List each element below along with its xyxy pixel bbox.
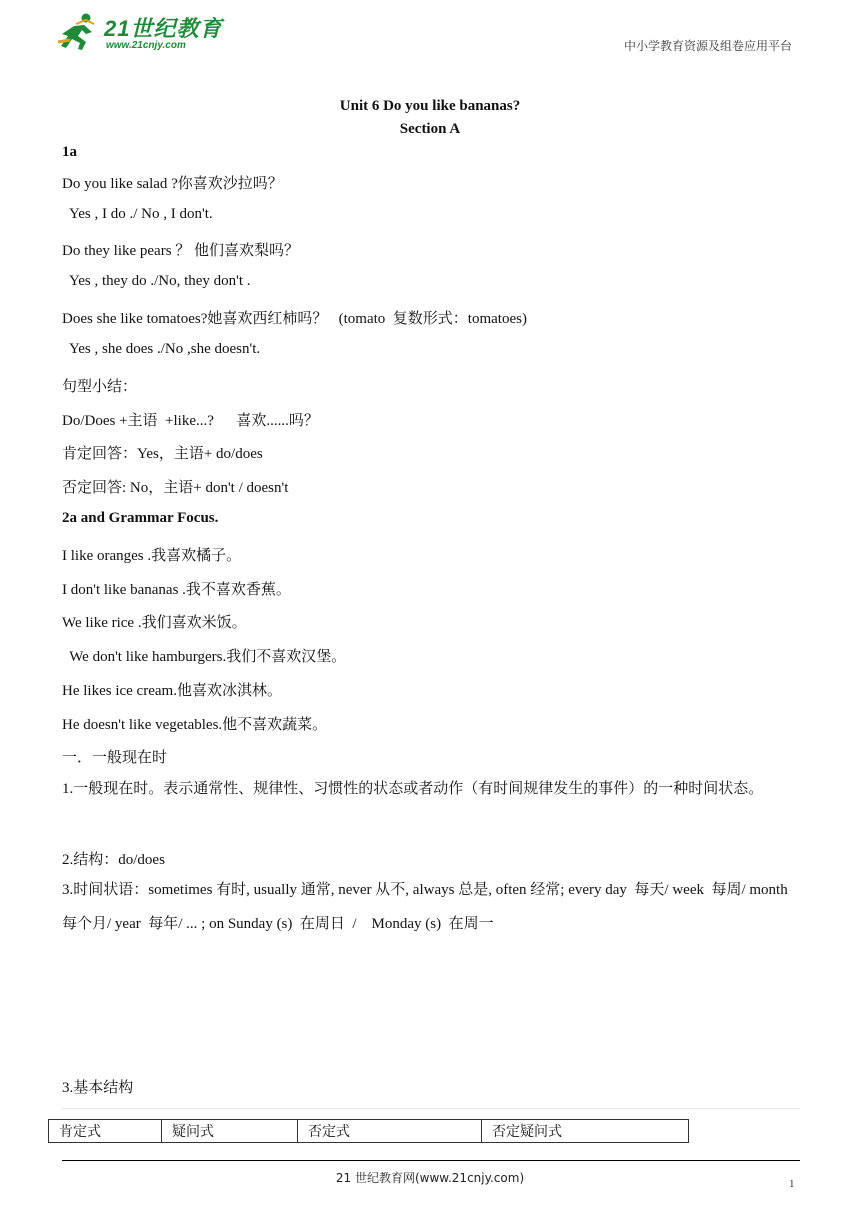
text-line: I like oranges .我喜欢橘子。 <box>62 548 242 564</box>
text-line: Does she like tomatoes?她喜欢西红柿吗？ (tomato 复数形式：tomatoes) <box>62 311 527 327</box>
text-line: We like rice .我们喜欢米饭。 <box>62 615 247 631</box>
document-subtitle: Section A <box>399 121 461 137</box>
text-line: He doesn't like vegetables.他不喜欢蔬菜。 <box>62 717 328 733</box>
text-line: I don't like bananas .我不喜欢香蕉。 <box>62 582 291 598</box>
footer-divider <box>62 1160 800 1161</box>
table-header-cell: 否定疑问式 <box>482 1120 689 1143</box>
paragraph-structure: 2.结构：do/does <box>62 852 165 868</box>
text-line: Yes , I do ./ No , I don't. <box>62 206 213 222</box>
text-line: Yes , they do ./No, they don't . <box>62 273 251 289</box>
paragraph-time-adverbials: 3.时间状语：sometimes 有时, usually 通常, never 从不, always 总是, often 经常; every day 每天/ week 每周/ month 每个月/ year 每年/ ... ; on Sunday (s) 在周日 / Monday (s) 在周一 <box>62 882 796 932</box>
platform-name: 中小学教育资源及组卷应用平台 <box>623 39 792 53</box>
table-row <box>49 1120 689 1143</box>
text-line: 肯定回答：Yes，主语+ do/does <box>62 446 263 462</box>
text-line: Yes , she does ./No ,she doesn't. <box>62 341 261 357</box>
logo <box>56 12 226 54</box>
document-title: Unit 6 Do you like bananas? <box>339 98 521 114</box>
table-header-cell: 疑问式 <box>162 1120 298 1143</box>
text-line: Do you like salad ?你喜欢沙拉吗？ <box>62 176 283 192</box>
logo-text: 21世纪教育 <box>104 16 223 41</box>
text-line: 一．一般现在时 <box>62 750 168 766</box>
logo-url: www.21cnjy.com <box>106 40 186 51</box>
text-line: Do/Does +主语 +like...? 喜欢......吗？ <box>62 413 319 429</box>
section-heading-2a: 2a and Grammar Focus. <box>62 510 219 526</box>
runner-logo-icon <box>56 12 102 52</box>
text-line: 句型小结： <box>62 379 138 395</box>
basic-structure-table <box>48 1119 689 1143</box>
text-line: He likes ice cream.他喜欢冰淇林。 <box>62 683 282 699</box>
basic-structure-heading: 3.基本结构 <box>62 1080 134 1096</box>
footer-site: 21 世纪教育网(www.21cnjy.com) <box>335 1171 525 1185</box>
table-header-cell: 否定式 <box>298 1120 482 1143</box>
paragraph-definition: 1.一般现在时。表示通常性、规律性、习惯性的状态或者动作（有时间规律发生的事件）的一种时间状态。 <box>62 781 764 797</box>
text-line: We don't like hamburgers.我们不喜欢汉堡。 <box>62 649 347 665</box>
text-line: Do they like pears ？ 他们喜欢梨吗？ <box>62 243 300 259</box>
text-line: 否定回答: No，主语+ don't / doesn't <box>62 480 289 496</box>
page-number: 1 <box>789 1178 795 1190</box>
divider <box>62 1108 800 1109</box>
table-header-cell: 肯定式 <box>49 1120 162 1143</box>
section-heading-1a: 1a <box>62 144 77 160</box>
page-header <box>0 0 860 70</box>
